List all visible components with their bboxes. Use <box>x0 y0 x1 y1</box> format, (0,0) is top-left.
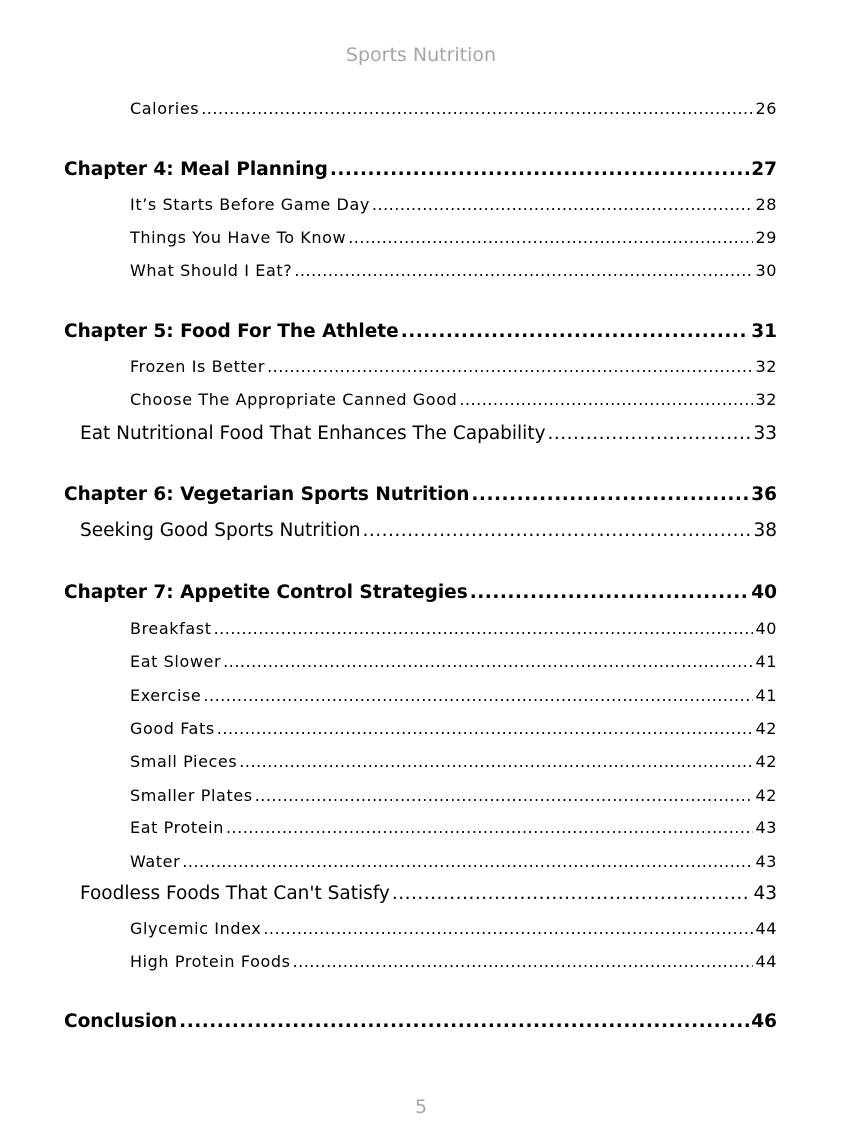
toc-entry[interactable] <box>130 719 777 738</box>
dot-leader <box>217 719 754 738</box>
dot-leader <box>214 619 754 638</box>
toc-entry-title: Eat Slower <box>130 652 222 671</box>
dot-leader <box>372 195 754 214</box>
toc-entry-title: Small Pieces <box>130 752 238 771</box>
dot-leader <box>267 357 753 376</box>
toc-entry[interactable] <box>130 686 777 705</box>
running-header: Sports Nutrition <box>345 44 497 66</box>
toc-entry[interactable] <box>130 952 777 971</box>
toc-entry-page: 38 <box>753 520 777 541</box>
toc-entry-title: Frozen Is Better <box>130 357 266 376</box>
dot-leader <box>293 952 754 971</box>
toc-entry-page: 26 <box>755 99 777 118</box>
toc-entry-title: Exercise <box>130 686 202 705</box>
toc-entry-title: Chapter 5: Food For The Athlete <box>64 321 399 342</box>
toc-entry[interactable] <box>64 484 777 505</box>
toc-entry-title: Conclusion <box>64 1011 178 1032</box>
toc-entry[interactable] <box>130 919 777 938</box>
toc-entry[interactable] <box>130 228 777 247</box>
toc-entry-title: What Should I Eat? <box>130 261 293 280</box>
dot-leader <box>401 321 750 342</box>
toc-entry[interactable] <box>130 786 777 805</box>
toc-entry-page: 27 <box>751 159 777 180</box>
toc-entry-page: 44 <box>755 919 777 938</box>
toc-entry[interactable] <box>64 582 777 603</box>
dot-leader <box>226 818 753 837</box>
toc-entry[interactable] <box>64 1011 777 1032</box>
toc-entry-title: Choose The Appropriate Canned Good <box>130 390 458 409</box>
dot-leader <box>294 261 753 280</box>
toc-entry-title: Smaller Plates <box>130 786 253 805</box>
toc-entry-page: 44 <box>755 952 777 971</box>
toc-entry-title: Chapter 7: Appetite Control Strategies <box>64 582 468 603</box>
toc-entry-title: Good Fats <box>130 719 215 738</box>
toc-entry[interactable] <box>130 752 777 771</box>
dot-leader <box>263 919 753 938</box>
toc-entry-title: Water <box>130 852 181 871</box>
toc-entry[interactable] <box>130 357 777 376</box>
toc-entry-page: 42 <box>755 719 777 738</box>
toc-entry[interactable] <box>130 818 777 837</box>
toc-entry-title: Eat Nutritional Food That Enhances The Capability <box>80 423 546 444</box>
dot-leader <box>201 99 753 118</box>
toc-entry[interactable] <box>64 159 777 180</box>
toc-entry-title: Things You Have To Know <box>130 228 347 247</box>
toc-entry-page: 43 <box>753 883 777 904</box>
toc-entry-page: 32 <box>755 357 777 376</box>
dot-leader <box>182 852 753 871</box>
dot-leader <box>330 159 749 180</box>
toc-entry[interactable] <box>130 261 777 280</box>
dot-leader <box>548 423 752 444</box>
dot-leader <box>255 786 754 805</box>
toc-entry-title: Foodless Foods That Can't Satisfy <box>80 883 390 904</box>
toc-entry[interactable] <box>80 883 777 904</box>
toc-entry-page: 40 <box>751 582 777 603</box>
toc-entry-page: 31 <box>751 321 777 342</box>
toc-entry-title: Chapter 6: Vegetarian Sports Nutrition <box>64 484 470 505</box>
toc-entry[interactable] <box>130 390 777 409</box>
toc-entry-page: 42 <box>755 786 777 805</box>
dot-leader <box>348 228 753 247</box>
dot-leader <box>470 582 750 603</box>
toc-entry-title: Breakfast <box>130 619 212 638</box>
toc-entry[interactable] <box>64 321 777 342</box>
toc-entry-page: 40 <box>755 619 777 638</box>
dot-leader <box>223 652 753 671</box>
dot-leader <box>239 752 753 771</box>
toc-entry[interactable] <box>130 619 777 638</box>
toc-entry-page: 41 <box>755 686 777 705</box>
toc-entry[interactable] <box>80 520 777 541</box>
toc-entry-title: It’s Starts Before Game Day <box>130 195 370 214</box>
toc-entry-title: Glycemic Index <box>130 919 262 938</box>
toc-entry[interactable] <box>130 195 777 214</box>
dot-leader <box>459 390 753 409</box>
toc-entry-page: 28 <box>755 195 777 214</box>
toc-entry[interactable] <box>130 652 777 671</box>
dot-leader <box>471 484 749 505</box>
toc-entry-title: Calories <box>130 99 200 118</box>
toc-entry-title: Seeking Good Sports Nutrition <box>80 520 361 541</box>
dot-leader <box>392 883 752 904</box>
toc-entry[interactable] <box>130 852 777 871</box>
toc-entry-page: 41 <box>755 652 777 671</box>
toc-entry-page: 29 <box>755 228 777 247</box>
toc-entry-page: 46 <box>751 1011 777 1032</box>
toc-entry-page: 36 <box>751 484 777 505</box>
toc-entry[interactable] <box>80 423 777 444</box>
page-number: 5 <box>414 1096 428 1118</box>
toc-entry-page: 43 <box>755 852 777 871</box>
dot-leader <box>179 1011 749 1032</box>
dot-leader <box>363 520 752 541</box>
toc-entry-page: 32 <box>755 390 777 409</box>
toc-entry-page: 33 <box>753 423 777 444</box>
dot-leader <box>203 686 753 705</box>
toc-entry-title: High Protein Foods <box>130 952 291 971</box>
toc-entry-page: 43 <box>755 818 777 837</box>
toc-entry-title: Chapter 4: Meal Planning <box>64 159 328 180</box>
toc-entry-page: 30 <box>755 261 777 280</box>
toc-entry[interactable] <box>130 99 777 118</box>
toc-entry-page: 42 <box>755 752 777 771</box>
toc-entry-title: Eat Protein <box>130 818 224 837</box>
